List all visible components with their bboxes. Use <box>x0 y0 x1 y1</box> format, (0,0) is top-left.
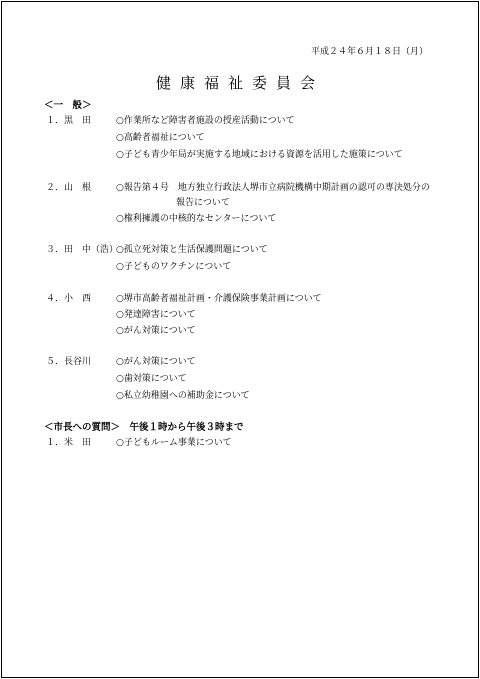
meeting-date: 平成２４年６月１８日（月） <box>310 47 428 57</box>
member-number: １．米 田 <box>46 438 92 448</box>
member-number: ３．田 中（浩） <box>46 245 119 255</box>
agenda-item: ○私立幼稚園への補助金について <box>116 391 250 401</box>
agenda-item: ○子どものワクチンについて <box>116 262 232 272</box>
member-number: ５．長谷川 <box>46 357 92 367</box>
agenda-item: ○がん対策について <box>116 357 196 367</box>
agenda-item: ○高齢者福祉について <box>116 133 205 143</box>
agenda-item: ○権利擁護の中核的なセンターについて <box>116 214 277 224</box>
agenda-item: ○発達障害について <box>116 310 196 320</box>
agenda-item: ○作業所など障害者施設の授産活動について <box>116 116 295 126</box>
member-number: ４．小 西 <box>46 294 92 304</box>
agenda-item: ○報告第４号 地方独立行政法人堺市立病院機構中期計画の認可の専決処分の <box>116 183 430 193</box>
agenda-item: ○孤立死対策と生活保護問題について <box>116 245 268 255</box>
agenda-item-continuation: 報告について <box>176 198 230 208</box>
section-header-general: ＜一 般＞ <box>44 100 92 111</box>
agenda-item: ○子ども青少年局が実施する地域における資源を活用した施策について <box>116 150 403 160</box>
agenda-item: ○がん対策について <box>116 326 196 336</box>
agenda-item: ○堺市高齢者福祉計画・介護保険事業計画について <box>116 294 322 304</box>
member-number: ２．山 根 <box>46 183 92 193</box>
page-title: 健康福祉委員会 <box>155 74 324 92</box>
member-number: １．黒 田 <box>46 116 92 126</box>
agenda-item: ○歯対策について <box>116 374 187 384</box>
section-header-mayor: ＜市長への質問＞ 午後１時から午後３時まで <box>44 422 244 433</box>
agenda-item: ○子どもルーム事業について <box>116 438 232 448</box>
